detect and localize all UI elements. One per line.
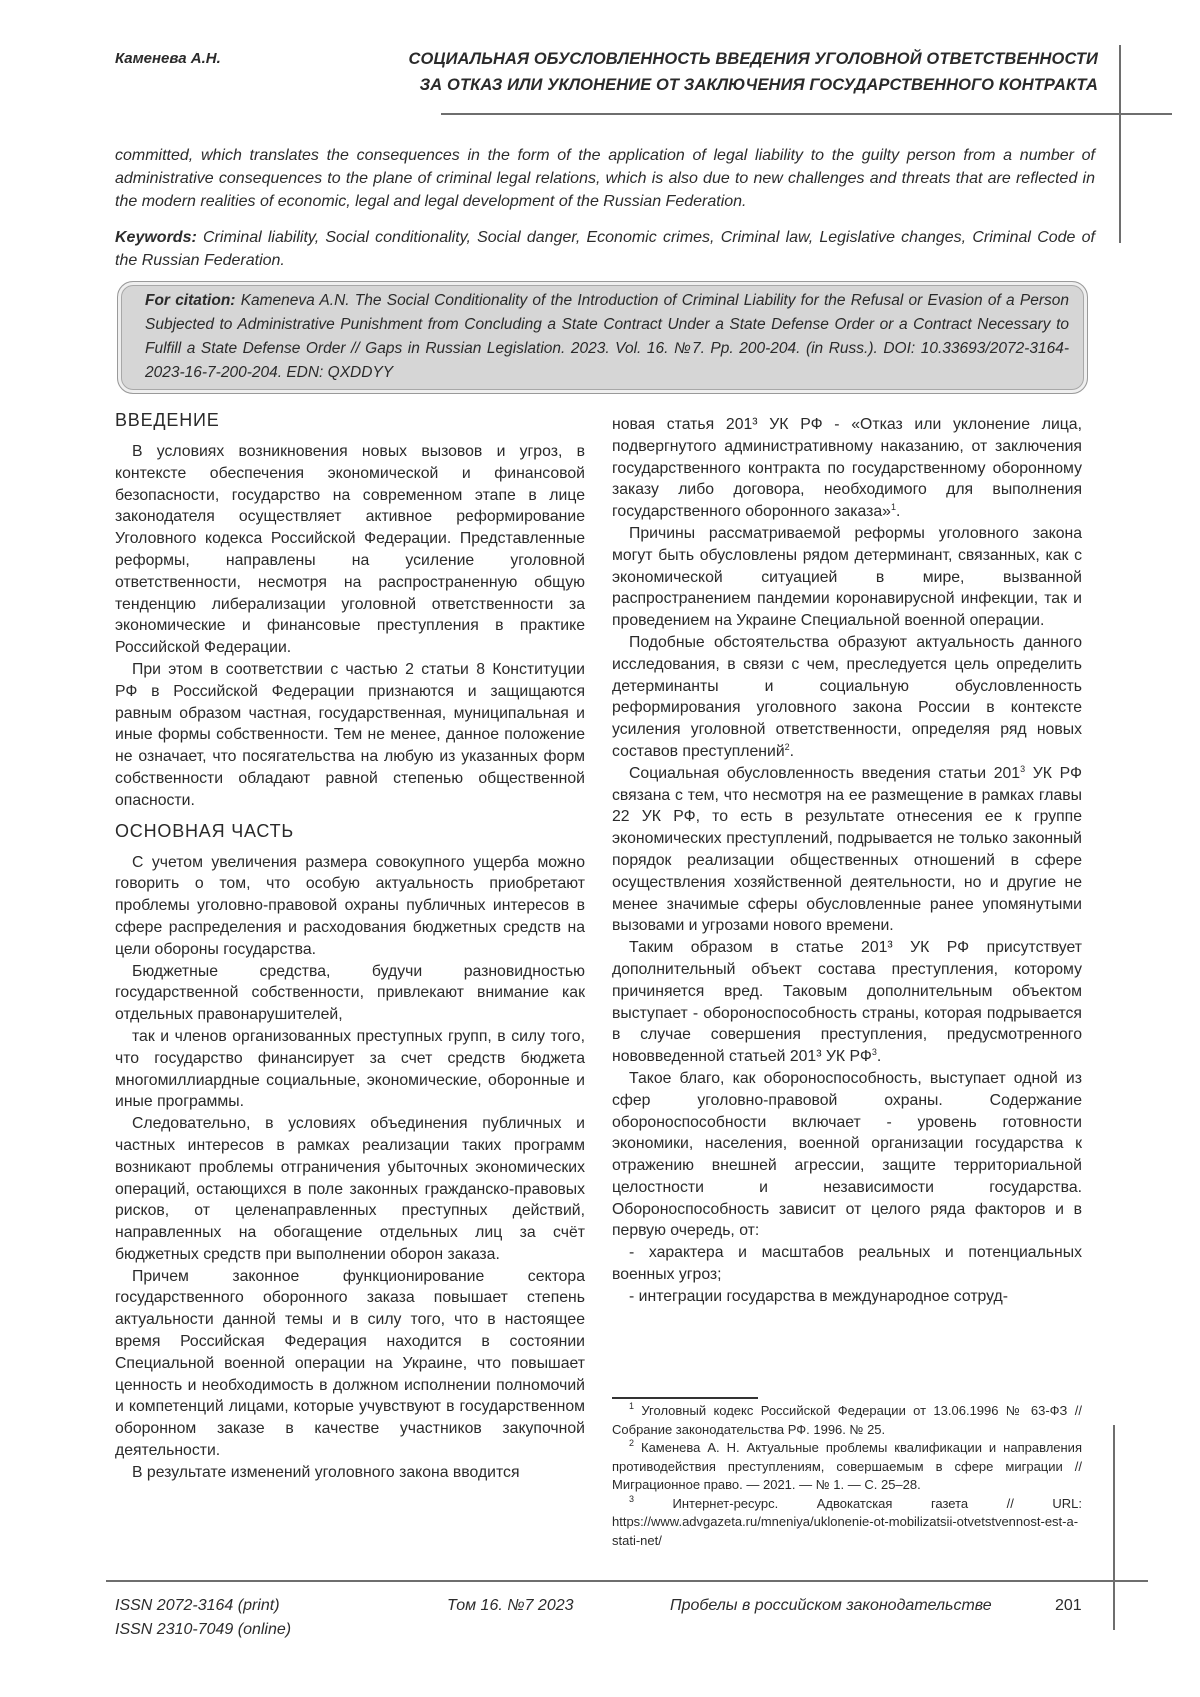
right-column xyxy=(612,414,1082,1308)
citation-body: Kameneva A.N. The Social Conditionality of the Introduction of Criminal Liability for the Refusal or Evasion of a Person Subjected to Administrative Punishment from Concluding a State Contract Under a State Defense Order or a Contract Necessary to Fulfill a State Defense Order // Gaps in Russian Legislation. 2023. Vol. 16. №7. Pp. 200-204. (in Russ.). DOI: 10.33693/2072-3164-2023-16-7-200-204. EDN: QXDDYY xyxy=(145,292,1069,381)
paragraph: Причины рассматриваемой реформы уголовного закона могут быть обусловлены рядом детерминант, связанных, как с экономической ситуацией в мире, вызванной распространением пандемии коронавирусной инфекции, так и проведением на Украине Специальной военной операции. xyxy=(612,524,1082,630)
footnote-separator xyxy=(612,1397,758,1399)
paragraph: В условиях возникновения новых вызовов и угроз, в контексте обеспечения экономической и финансовой безопасности, государство на современном этапе в лице законодателя осуществляет активное реформирование Уголовного кодекса Российской Федерации. Представленные реформы, направлены на усиление уголовной ответственности, несмотря на распространенную общую тенденцию либерализации уголовной ответственности за экономические и финансовые преступления в практике Российской Федерации. xyxy=(115,443,585,657)
paragraph xyxy=(612,763,1082,937)
paragraph-end: . xyxy=(895,503,901,521)
left-column xyxy=(115,410,585,1484)
footer-issn-print: ISSN 2072-3164 (print) xyxy=(115,1597,280,1614)
citation-text xyxy=(145,289,1069,385)
footnote-2 xyxy=(612,1439,1082,1495)
citation-label: For citation: xyxy=(145,292,236,309)
running-head-title xyxy=(330,46,1098,98)
footnotes xyxy=(612,1402,1082,1550)
section-heading-introduction: ВВЕДЕНИЕ xyxy=(115,410,220,430)
paragraph xyxy=(612,414,1082,523)
paragraph-end: . xyxy=(876,1048,882,1066)
keywords-text: Criminal liability, Social conditionality, Social danger, Economic crimes, Criminal law, Legislative changes, Criminal Code of the Russian Federation. xyxy=(115,229,1095,269)
paragraph xyxy=(612,632,1082,763)
footnote-1 xyxy=(612,1402,1082,1439)
paragraph-end: . xyxy=(789,742,795,760)
paragraph-text: Социальная обусловленность введения статьи 201 xyxy=(629,764,1021,782)
header-vertical-rule xyxy=(1119,45,1121,243)
footnote-number: 1 xyxy=(629,1401,635,1411)
paragraph: Такое благо, как обороноспособность, выступает одной из сфер уголовно-правовой охраны. Содержание обороноспособности включает - уровень готовности экономики, населения, военной организации государства к отражению внешней агрессии, защите территориальной целостности и независимости государства. Обороноспособность зависит от целого ряда факторов и в первую очередь, от: xyxy=(612,1069,1082,1240)
footer-vertical-rule xyxy=(1113,1425,1115,1630)
footnote-text[interactable]: Интернет-ресурс. Адвокатская газета // URL: https://www.advgazeta.ru/mneniya/uklonenie-ot-mobilizatsii-otvetstvennost-est-a-stati-net/ xyxy=(612,1495,1082,1548)
paragraph: В результате изменений уголовного закона вводится xyxy=(132,1463,520,1481)
section-heading-main-part: ОСНОВНАЯ ЧАСТЬ xyxy=(115,820,295,841)
paragraph-text: Таким образом в статье 201³ УК РФ присутствует дополнительный объект состава преступления, которому причиняется вред. Таковым дополнительным объектом выступает - обороноспособность страны, которая подрывается в случае совершения преступления, предусмотренного нововведенной статьей 201³ УК РФ xyxy=(612,939,1082,1066)
paragraph: Бюджетные средства, будучи разновидностью государственной собственности, привлекают внимание как отдельных правонарушителей, xyxy=(115,962,585,1024)
footnote-ref-3[interactable]: 3 xyxy=(871,1047,877,1058)
footnote-3 xyxy=(612,1495,1082,1551)
footnote-number: 2 xyxy=(629,1438,635,1448)
keywords xyxy=(115,226,1095,272)
article-superscript: 3 xyxy=(1020,763,1026,774)
footer-issn-online: ISSN 2310-7049 (online) xyxy=(115,1621,292,1638)
running-head-title-line2: ЗА ОТКАЗ ИЛИ УКЛОНЕНИЕ ОТ ЗАКЛЮЧЕНИЯ ГОСУДАРСТВЕННОГО КОНТРАКТА xyxy=(419,76,1098,94)
footer-volume: Том 16. №7 2023 xyxy=(447,1597,574,1614)
paragraph: Причем законное функционирование сектора государственного оборонного заказа повышает степень актуальности данной темы и в силу того, что в настоящее время Российская Федерация находится в состоянии Специальной военной операции на Украине, что повышает ценность и необходимость в должном исполнении полномочий и компетенций лицами, которые учувствуют в государственном оборонном заказе в качестве участников закупочной деятельности. xyxy=(115,1267,585,1460)
footnote-text: Каменева А. Н. Актуальные проблемы квалификации и направления противодействия преступлениям, совершаемым в сфере миграции // Миграционное право. — 2021. — № 1. — С. 25–28. xyxy=(612,1440,1082,1492)
footnote-text: Уголовный кодекс Российской Федерации от 13.06.1996 № 63-ФЗ // Собрание законодательства РФ. 1996. № 25. xyxy=(612,1403,1082,1437)
list-item: - характера и масштабов реальных и потенциальных военных угроз; xyxy=(612,1244,1082,1284)
paragraph: С учетом увеличения размера совокупного ущерба можно говорить о том, что особую актуальность приобретают проблемы уголовно-правовой охраны публичных интересов в сфере распределения и расходования бюджетных средств на цели обороны государства. xyxy=(115,853,585,958)
list-item: - интеграции государства в международное сотруд- xyxy=(629,1287,1009,1305)
running-head-title-line1: СОЦИАЛЬНАЯ ОБУСЛОВЛЕННОСТЬ ВВЕДЕНИЯ УГОЛОВНОЙ ОТВЕТСТВЕННОСТИ xyxy=(408,50,1098,68)
paragraph xyxy=(612,937,1082,1068)
footnote-number: 3 xyxy=(629,1493,635,1504)
paragraph-text: новая статья 201³ УК РФ - «Отказ или уклонение лица, подвергнутого административному наказанию, от заключения государственного контракта по государственному оборонному заказу либо договора, необходимого для выполнения государственного оборонного заказа» xyxy=(612,416,1082,521)
keywords-label: Keywords: xyxy=(115,229,197,246)
paragraph: При этом в соответствии с частью 2 статьи 8 Конституции РФ в Российской Федерации признаются и защищаются равным образом частная, государственная, муниципальная и иные формы собственности. Тем не менее, данное положение не означает, что посягательства на любую из указанных форм собственности обладают равной степенью общественной опасности. xyxy=(115,660,585,809)
footer-horizontal-rule xyxy=(106,1580,1148,1582)
header-horizontal-rule xyxy=(441,113,1172,115)
paragraph: Следовательно, в условиях объединения публичных и частных интересов в рамках реализации таких программ возникают проблемы отграничения убыточных экономических операций, остающихся в поле законных гражданско-правовых рисков, от целенаправленных преступных действий, направленных на обогащение отдельных лиц за счёт бюджетных средств при выполнении оборон заказа. xyxy=(115,1115,585,1263)
paragraph-text: Подобные обстоятельства образуют актуальность данного исследования, в связи с чем, преследуется цель определить детерминанты и социальную обусловленность реформирования уголовного закона России в контексте усиления уголовной ответственности, определяя ряд новых составов преступлений xyxy=(612,633,1082,760)
paragraph-text: УК РФ связана с тем, что несмотря на ее размещение в рамках главы 22 УК РФ, то есть в результате отнесения ее к группе экономических преступлений, подрывается не только законный порядок реализации общественных отношений в сфере осуществления хозяйственной деятельности, но и другие не менее значимые сферы обусловленные ранее упомянутыми вызовами и угрозами нового времени. xyxy=(612,764,1082,935)
running-head-author: Каменева А.Н. xyxy=(115,50,221,67)
page-number: 201 xyxy=(1055,1597,1082,1614)
footer-journal-title: Пробелы в российском законодательстве xyxy=(670,1597,992,1614)
paragraph: так и членов организованных преступных групп, в силу того, что государство финансирует за счет средств бюджета многомиллиардные социальные, экономические, оборонные и иные программы. xyxy=(115,1027,585,1111)
footnote-ref-1[interactable]: 1 xyxy=(890,502,896,513)
abstract-continuation: committed, which translates the consequences in the form of the application of legal liability to the guilty person from a number of administrative consequences to the plane of criminal legal relations, which is also due to new challenges and threats that are reflected in the modern realities of economic, legal and legal development of the Russian Federation. xyxy=(115,147,1095,210)
footnote-ref-2[interactable]: 2 xyxy=(784,741,790,752)
